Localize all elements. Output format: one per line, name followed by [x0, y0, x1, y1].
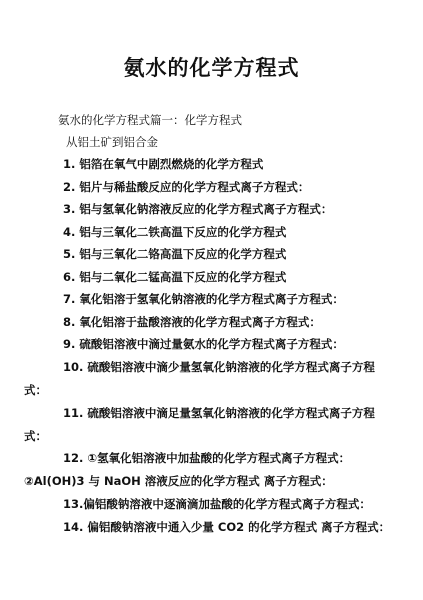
list-item-11-line1: 11. 硫酸铝溶液中滴足量氢氧化钠溶液的化学方程式离子方程 — [63, 406, 375, 420]
list-item: 6. 铝与二氧化二锰高温下反应的化学方程式 — [63, 270, 287, 284]
subheading: 从铝土矿到铝合金 — [66, 135, 158, 149]
list-item: 2. 铝片与稀盐酸反应的化学方程式离子方程式： — [63, 180, 310, 194]
list-item-13: 13.偏铝酸钠溶液中逐滴滴加盐酸的化学方程式离子方程式： — [63, 497, 371, 511]
list-item: 7. 氧化铝溶于氢氧化钠溶液的化学方程式离子方程式： — [63, 292, 344, 306]
list-item: 3. 铝与氢氧化钠溶液反应的化学方程式离子方程式： — [63, 202, 333, 216]
list-item-10-line2: 式： — [24, 383, 47, 397]
section-heading: 氨水的化学方程式篇一：化学方程式 — [58, 113, 242, 127]
list-item-11-line2: 式： — [24, 429, 47, 443]
list-item-12-line2: ②Al(OH)3 与 NaOH 溶液反应的化学方程式 离子方程式： — [24, 474, 333, 488]
list-item-14: 14. 偏铝酸钠溶液中通入少量 CO2 的化学方程式 离子方程式： — [63, 520, 391, 534]
list-item-10-line1: 10. 硫酸铝溶液中滴少量氢氧化钠溶液的化学方程式离子方程 — [63, 360, 375, 374]
list-item: 1. 铝箔在氧气中剧烈燃烧的化学方程式 — [63, 157, 264, 171]
list-item: 4. 铝与三氧化二铁高温下反应的化学方程式 — [63, 225, 287, 239]
list-item: 5. 铝与三氧化二铬高温下反应的化学方程式 — [63, 247, 287, 261]
list-item-12-line1: 12. ①氢氧化铝溶液中加盐酸的化学方程式离子方程式： — [63, 451, 351, 465]
list-item: 9. 硫酸铝溶液中滴过量氨水的化学方程式离子方程式： — [63, 337, 344, 351]
page-title: 氨水的化学方程式 — [123, 55, 300, 80]
list-item: 8. 氧化铝溶于盐酸溶液的化学方程式离子方程式： — [63, 315, 321, 329]
